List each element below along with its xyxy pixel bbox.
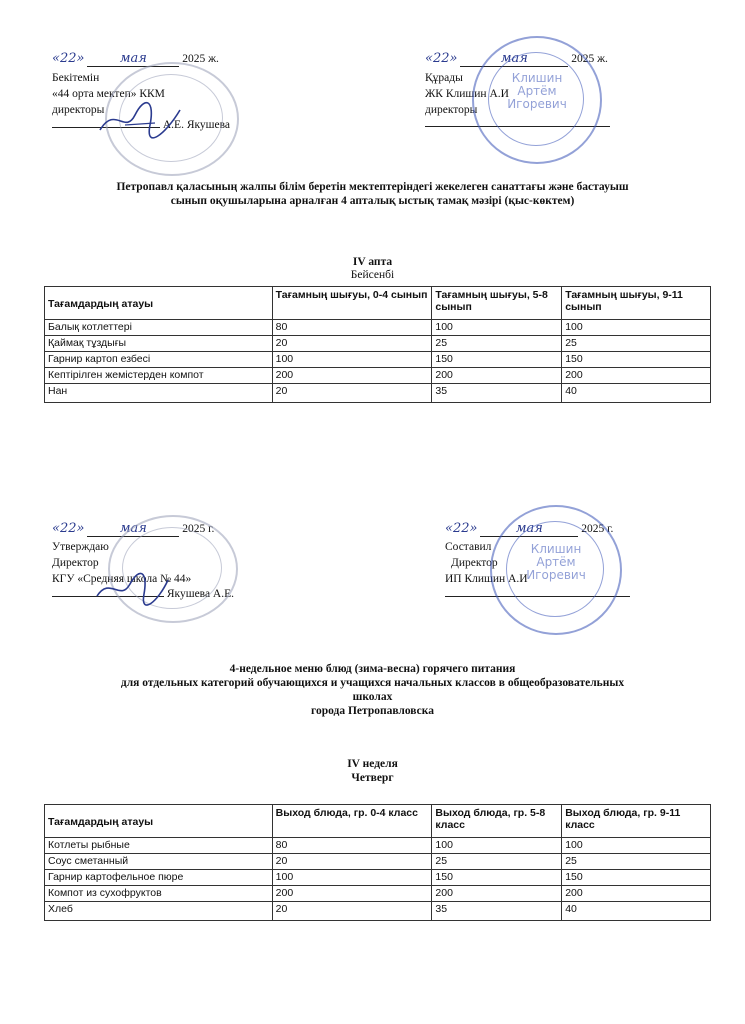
table-cell: 40 bbox=[562, 902, 711, 921]
ru-director-name: Якушева А.Е. bbox=[166, 588, 235, 600]
handwritten-signature bbox=[95, 95, 185, 145]
ru-menu-table bbox=[44, 804, 711, 921]
table-header-cell: Тағамның шығуы, 0-4 сынып bbox=[272, 287, 432, 320]
table-header-row bbox=[45, 805, 711, 838]
date-day: «22» bbox=[52, 521, 85, 536]
table-cell: 100 bbox=[432, 320, 562, 336]
table-cell: 80 bbox=[272, 320, 432, 336]
table-cell: 80 bbox=[272, 838, 432, 854]
table-header-cell: Тағамның шығуы, 5-8 сынып bbox=[432, 287, 562, 320]
table-cell: 20 bbox=[272, 336, 432, 352]
table-header-cell: Выход блюда, гр. 5-8 класс bbox=[432, 805, 562, 838]
table-cell: Нан bbox=[45, 384, 273, 403]
table-row bbox=[45, 854, 711, 870]
date-day: «22» bbox=[445, 521, 478, 536]
table-cell: Қаймақ тұздығы bbox=[45, 336, 273, 352]
ru-approve-label: Утверждаю bbox=[52, 541, 109, 553]
table-row bbox=[45, 902, 711, 921]
table-cell: 200 bbox=[432, 886, 562, 902]
kz-made-label: Құрады bbox=[425, 72, 463, 84]
table-cell: 200 bbox=[562, 886, 711, 902]
table-cell: 150 bbox=[562, 352, 711, 368]
table-cell: 100 bbox=[432, 838, 562, 854]
date-month: мая bbox=[87, 52, 179, 67]
table-header-cell: Тағамдардың атауы bbox=[45, 805, 273, 838]
table-row bbox=[45, 838, 711, 854]
table-cell: 20 bbox=[272, 854, 432, 870]
kz-org-role: директоры bbox=[425, 104, 478, 116]
table-header-cell: Тағамдардың атауы bbox=[45, 287, 273, 320]
ru-director-role: Директор bbox=[52, 557, 99, 569]
stamp-text: Клишин Артём Игоревич bbox=[507, 71, 567, 111]
table-row bbox=[45, 886, 711, 902]
table-cell: 100 bbox=[272, 352, 432, 368]
ru-org-name: ИП Клишин А.И bbox=[445, 573, 528, 585]
table-cell: 35 bbox=[432, 902, 562, 921]
table-cell: Компот из сухофруктов bbox=[45, 886, 273, 902]
table-cell: 200 bbox=[272, 368, 432, 384]
ru-org-role: Директор bbox=[451, 557, 498, 569]
table-cell: 40 bbox=[562, 384, 711, 403]
date-year: 2025 г. bbox=[182, 523, 215, 535]
table-row bbox=[45, 384, 711, 403]
table-cell: Кептірілген жемістерден компот bbox=[45, 368, 273, 384]
table-cell: 150 bbox=[432, 870, 562, 886]
ru-day-label: Четверг bbox=[351, 772, 394, 784]
ru-made-label: Составил bbox=[445, 541, 492, 553]
table-cell: Хлеб bbox=[45, 902, 273, 921]
date-year: 2025 ж. bbox=[182, 53, 219, 65]
kz-school-name: «44 орта мектеп» ККМ bbox=[52, 88, 165, 100]
table-cell: Гарнир картофельное пюре bbox=[45, 870, 273, 886]
table-cell: 20 bbox=[272, 902, 432, 921]
table-row bbox=[45, 320, 711, 336]
table-cell: 150 bbox=[562, 870, 711, 886]
ru-title-line-4: города Петропавловска bbox=[311, 705, 434, 717]
kz-director-name: А.Е. Якушева bbox=[162, 119, 231, 131]
stamp-text: Клишин Артём Игоревич bbox=[526, 542, 586, 582]
table-row bbox=[45, 870, 711, 886]
table-cell: 200 bbox=[272, 886, 432, 902]
table-cell: Котлеты рыбные bbox=[45, 838, 273, 854]
table-cell: 200 bbox=[562, 368, 711, 384]
date-day: «22» bbox=[425, 51, 458, 66]
kz-director-role: директоры bbox=[52, 104, 105, 116]
table-cell: 25 bbox=[432, 854, 562, 870]
table-header-cell: Выход блюда, гр. 0-4 класс bbox=[272, 805, 432, 838]
table-cell: 20 bbox=[272, 384, 432, 403]
table-cell: Гарнир картоп езбесі bbox=[45, 352, 273, 368]
company-stamp bbox=[490, 505, 622, 635]
table-header-cell: Выход блюда, гр. 9-11 класс bbox=[562, 805, 711, 838]
table-cell: 100 bbox=[562, 838, 711, 854]
table-cell: 35 bbox=[432, 384, 562, 403]
date-year: 2025 г. bbox=[581, 523, 614, 535]
table-row bbox=[45, 336, 711, 352]
kz-menu-table bbox=[44, 286, 711, 403]
ru-title-line-1: 4-недельное меню блюд (зима-весна) горячего питания bbox=[229, 663, 516, 675]
table-cell: Соус сметанный bbox=[45, 854, 273, 870]
kz-week-label: IV апта bbox=[352, 256, 393, 268]
handwritten-signature bbox=[92, 568, 172, 608]
table-cell: 100 bbox=[272, 870, 432, 886]
kz-title-line-2: сынып оқушыларына арналған 4 апталық ыстық тамақ мәзірі (қыс-көктем) bbox=[170, 195, 575, 207]
table-row bbox=[45, 368, 711, 384]
kz-approve-label: Бекітемін bbox=[52, 72, 100, 84]
ru-school-name: КГУ «Средняя школа № 44» bbox=[52, 573, 192, 585]
table-cell: 200 bbox=[432, 368, 562, 384]
ru-title-line-2: для отдельных категорий обучающихся и учащихся начальных классов в общеобразовательных bbox=[120, 677, 625, 689]
ru-week-label: IV неделя bbox=[347, 758, 398, 770]
date-month: мая bbox=[87, 522, 179, 537]
kz-org-name: ЖК Клишин А.И bbox=[425, 88, 509, 100]
date-year: 2025 ж. bbox=[571, 53, 608, 65]
table-cell: 25 bbox=[562, 336, 711, 352]
date-month: мая bbox=[460, 52, 568, 67]
ru-title-line-3: школах bbox=[352, 691, 393, 703]
table-header-cell: Тағамның шығуы, 9-11 сынып bbox=[562, 287, 711, 320]
kz-title-line-1: Петропавл қаласының жалпы білім беретін мектептеріндегі жекелеген санаттағы және бастауыш bbox=[116, 181, 629, 193]
table-row bbox=[45, 352, 711, 368]
table-cell: 25 bbox=[432, 336, 562, 352]
kz-day-label: Бейсенбі bbox=[350, 269, 395, 281]
table-cell: 150 bbox=[432, 352, 562, 368]
table-header-row bbox=[45, 287, 711, 320]
company-stamp bbox=[472, 36, 602, 164]
date-month: мая bbox=[480, 522, 578, 537]
date-day: «22» bbox=[52, 51, 85, 66]
table-cell: Балық котлеттері bbox=[45, 320, 273, 336]
table-cell: 100 bbox=[562, 320, 711, 336]
table-cell: 25 bbox=[562, 854, 711, 870]
